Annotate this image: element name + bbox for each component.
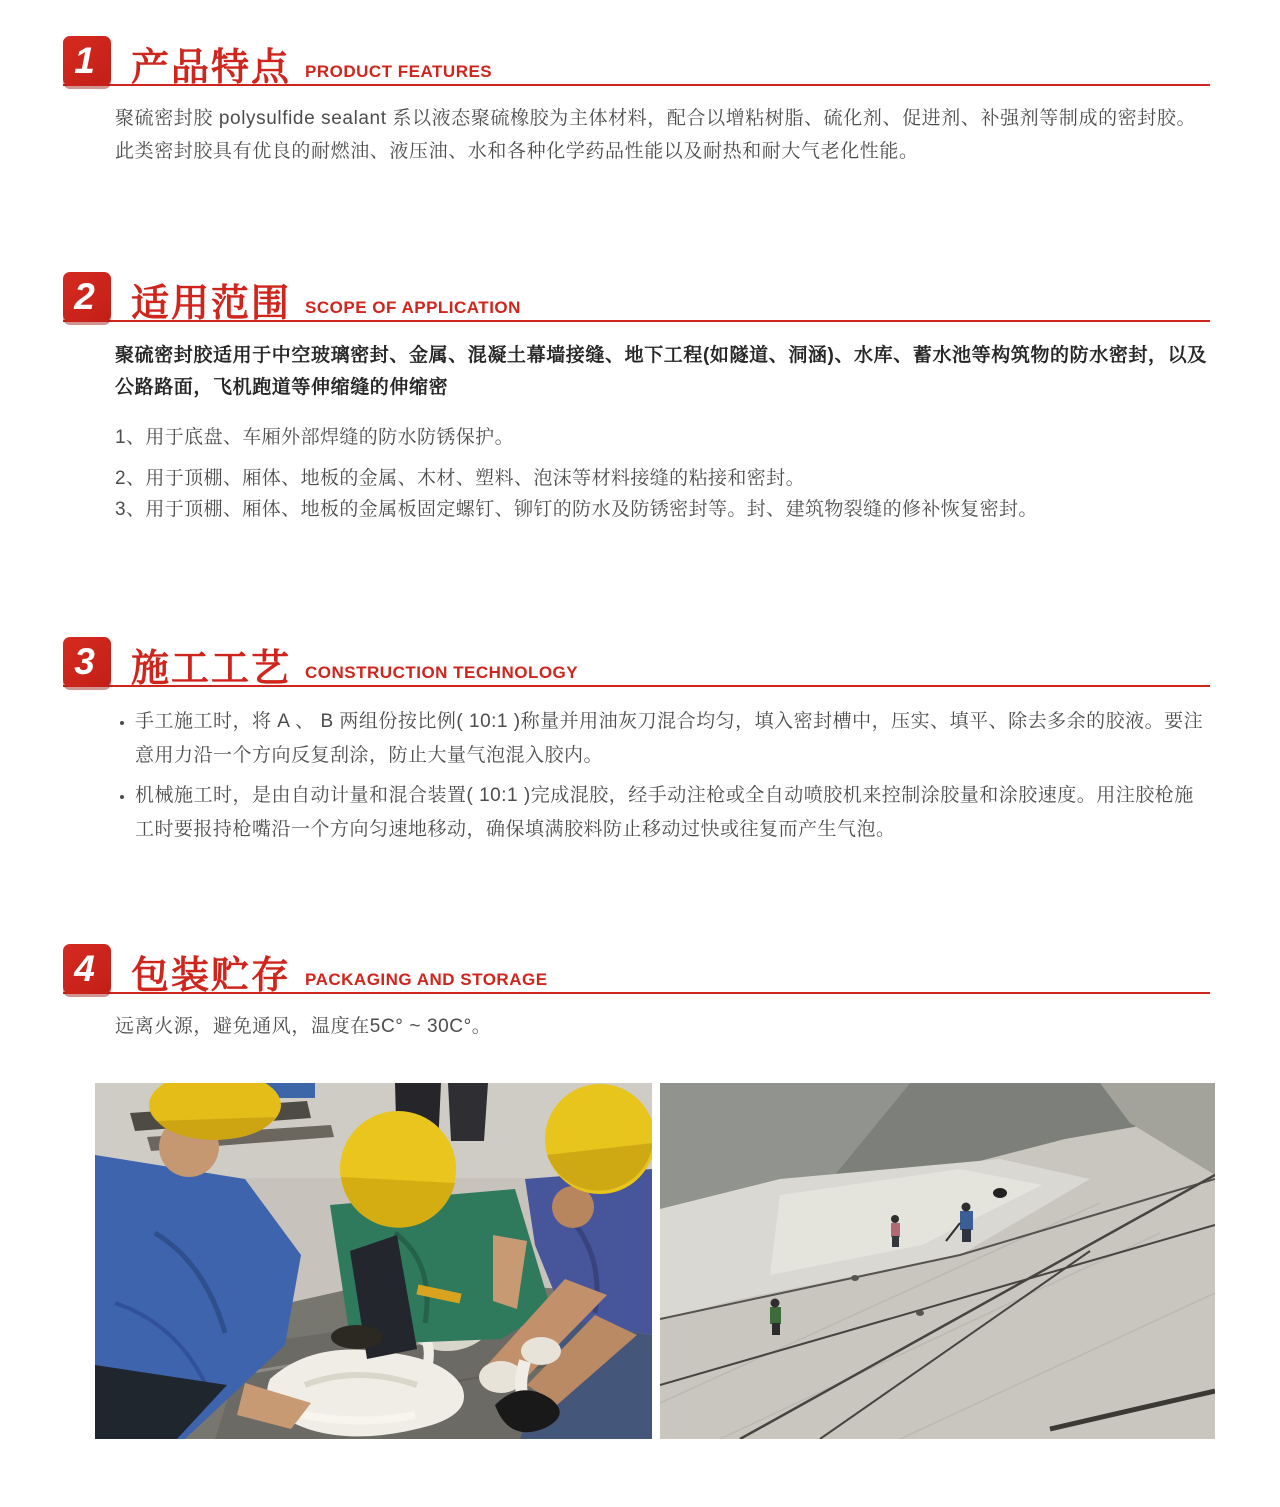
scope-list-item: 2、用于顶棚、厢体、地板的金属、木材、塑料、泡沫等材料接缝的粘接和密封。 <box>115 468 805 489</box>
construction-step: • 手工施工时，将 A 、 B 两组份按比例( 10:1 )称量并用油灰刀混合均匀，填入密封槽中，压实、填平、除去多余的胶液。要注意用力沿一个方向反复刮涂，防止大量气泡混入胶内。 <box>135 705 1210 773</box>
section-scope-of-application <box>63 272 1210 525</box>
section-body-text: 远离火源，避免通风，温度在5C° ~ 30C°。 <box>115 1016 492 1037</box>
section-title-en: SCOPE OF APPLICATION <box>305 298 521 317</box>
scope-list-item: 3、用于顶棚、厢体、地板的金属板固定螺钉、铆钉的防水及防锈密封等。封、建筑物裂缝的修补恢复密封。 <box>115 499 1038 520</box>
scope-list <box>115 422 1210 525</box>
section-number-badge: 1 <box>63 36 111 86</box>
dam-slope-illustration <box>660 1083 1215 1439</box>
section-header <box>63 272 1210 325</box>
construction-steps-list <box>118 705 1210 847</box>
section-header <box>63 944 1210 997</box>
section-title-cn: 适用范围 <box>131 283 292 325</box>
section-header <box>63 36 1210 89</box>
section-title-cn: 施工工艺 <box>131 648 292 690</box>
section-construction-technology <box>63 637 1210 853</box>
workers-mixing-sealant-photo <box>95 1083 652 1439</box>
section-body-text: 聚硫密封胶 polysulfide sealant 系以液态聚硫橡胶为主体材料，配合以增粘树脂、硫化剂、促进剂、补强剂等制成的密封胶。此类密封胶具有优良的耐燃油、液压油、水和各种化学药品性能以及耐热和耐大气老化性能。 <box>115 108 1197 162</box>
section-number-badge: 4 <box>63 944 111 994</box>
section-header <box>63 637 1210 690</box>
section-title-en: PACKAGING AND STORAGE <box>305 970 548 989</box>
scope-intro-text: 聚硫密封胶适用于中空玻璃密封、金属、混凝土幕墙接缝、地下工程(如隧道、洞涵)、水库、蓄水池等构筑物的防水密封，以及公路路面，飞机跑道等伸缩缝的伸缩密 <box>115 345 1207 398</box>
construction-step: • 机械施工时，是由自动计量和混合装置( 10:1 )完成混胶，经手动注枪或全自动喷胶机来控制涂胶量和涂胶速度。用注胶枪施工时要报持枪嘴沿一个方向匀速地移动，确保填满胶料防止移动过快或往复而产生气泡。 <box>135 779 1210 847</box>
photo-strip <box>95 1083 1215 1439</box>
section-title-en: PRODUCT FEATURES <box>305 62 493 81</box>
section-title-en: CONSTRUCTION TECHNOLOGY <box>305 663 579 682</box>
section-title-cn: 产品特点 <box>131 47 292 89</box>
section-number-badge: 2 <box>63 272 111 322</box>
section-title-cn: 包装贮存 <box>131 955 292 997</box>
scope-list-item: 1、用于底盘、车厢外部焊缝的防水防锈保护。 <box>115 427 514 448</box>
section-number-badge: 3 <box>63 637 111 687</box>
section-product-features <box>63 36 1210 168</box>
workers-mixing-sealant-illustration <box>95 1083 652 1439</box>
section-packaging-storage <box>63 944 1210 1043</box>
dam-slope-joint-sealing-photo <box>660 1083 1215 1439</box>
